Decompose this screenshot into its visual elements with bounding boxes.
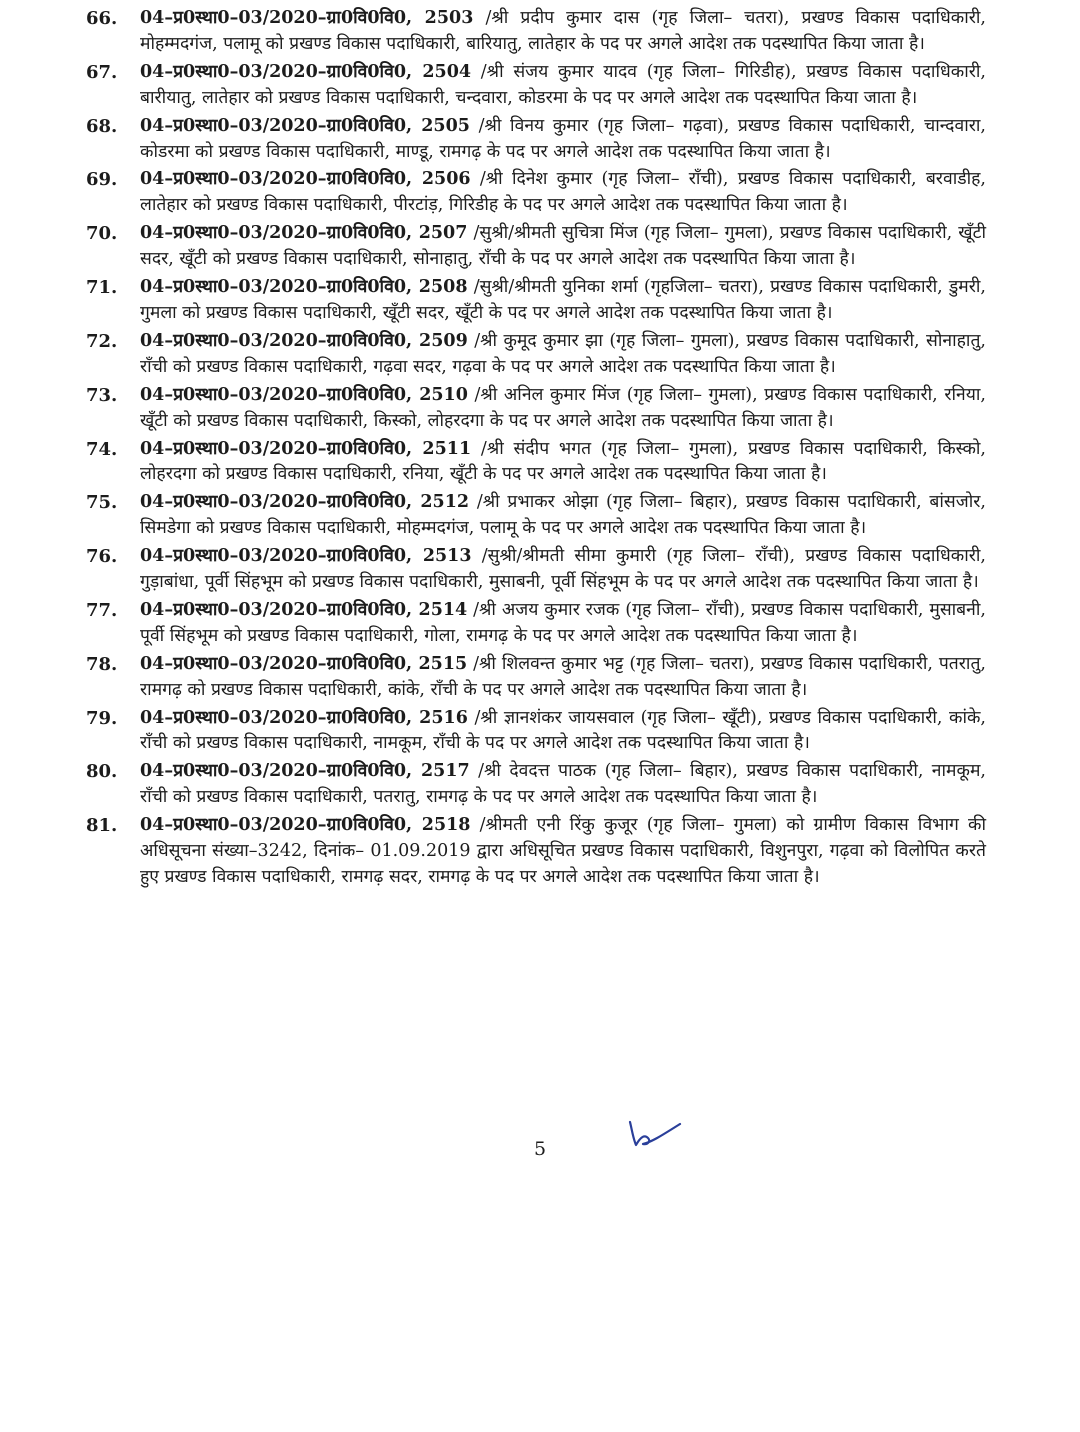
posting-text: /श्री अजय कुमार रजक (गृह जिला– राँची), प्रखण्ड विकास पदाधिकारी, मुसाबनी, पूर्वी सिंहभूम को प्रखण्ड विकास पदाधिकारी, गोला, रामगढ़ के पद पर अगले आदेश तक पदस्थापित किया जाता है।: [140, 599, 986, 646]
memo-reference: 04–प्र0स्था0–03/2020–ग्रा0वि0वि0, 2512: [140, 492, 470, 513]
entry-body: [140, 544, 986, 596]
posting-text: /श्री विनय कुमार (गृह जिला– गढ़वा), प्रखण्ड विकास पदाधिकारी, चान्दवारा, कोडरमा को प्रखण्ड विकास पदाधिकारी, माण्डू, रामगढ़ के पद पर अगले आदेश तक पदस्थापित किया जाता है।: [140, 115, 986, 162]
entry-number: 76.: [86, 546, 118, 568]
memo-reference: 04–प्र0स्था0–03/2020–ग्रा0वि0वि0, 2517: [140, 761, 470, 782]
posting-text: /सुश्री/श्रीमती सीमा कुमारी (गृह जिला– राँची), प्रखण्ड विकास पदाधिकारी, गुड़ाबांधा, पूर्वी सिंहभूम को प्रखण्ड विकास पदाधिकारी, मुसाबनी, पूर्वी सिंहभूम के पद पर अगले आदेश तक पदस्थापित किया जाता है।: [140, 546, 986, 593]
order-entry: [86, 114, 986, 166]
entry-number: 68.: [86, 115, 118, 137]
entry-body: [140, 652, 986, 704]
order-entry: [86, 60, 986, 112]
memo-reference: 04–प्र0स्था0–03/2020–ग्रा0वि0वि0, 2505: [140, 115, 470, 136]
entry-body: [140, 60, 986, 112]
posting-text: /श्री दिनेश कुमार (गृह जिला– राँची), प्रखण्ड विकास पदाधिकारी, बरवाडीह, लातेहार को प्रखण्ड विकास पदाधिकारी, पीरटांड़, गिरिडीह के पद पर अगले आदेश तक पदस्थापित किया जाता है।: [140, 169, 986, 216]
posting-text: /श्री संजय कुमार यादव (गृह जिला– गिरिडीह), प्रखण्ड विकास पदाधिकारी, बारीयातु, लातेहार को प्रखण्ड विकास पदाधिकारी, चन्दवारा, कोडरमा के पद पर अगले आदेश तक पदस्थापित किया जाता है।: [140, 61, 986, 108]
memo-reference: 04–प्र0स्था0–03/2020–ग्रा0वि0वि0, 2514: [140, 599, 468, 620]
entry-body: [140, 221, 986, 273]
order-entry: [86, 275, 986, 327]
posting-text: /श्री कुमूद कुमार झा (गृह जिला– गुमला), प्रखण्ड विकास पदाधिकारी, सोनाहातु, राँची को प्रखण्ड विकास पदाधिकारी, गढ़वा सदर, गढ़वा के पद पर अगले आदेश तक पदस्थापित किया जाता है।: [140, 330, 986, 377]
posting-text: /श्री प्रभाकर ओझा (गृह जिला– बिहार), प्रखण्ड विकास पदाधिकारी, बांसजोर, सिमडेगा को प्रखण्ड विकास पदाधिकारी, मोहम्मदगंज, पलामू के पद पर अगले आदेश तक पदस्थापित किया जाता है।: [140, 492, 986, 539]
posting-text: /श्री ज्ञानशंकर जायसवाल (गृह जिला– खूँटी), प्रखण्ड विकास पदाधिकारी, कांके, राँची को प्रखण्ड विकास पदाधिकारी, नामकूम, राँची के पद पर अगले आदेश तक पदस्थापित किया जाता है।: [140, 707, 986, 754]
order-entry: [86, 490, 986, 542]
posting-text: /श्रीमती एनी रिंकु कुजूर (गृह जिला– गुमला) को ग्रामीण विकास विभाग की अधिसूचना संख्या–3242, दिनांक– 01.09.2019 द्वारा अधिसूचित प्रखण्ड विकास पदाधिकारी, विशुनपुरा, गढ़वा को विलोपित करते हुए प्रखण्ड विकास पदाधिकारी, रामगढ़ सदर, रामगढ़ के पद पर अगले आदेश तक पदस्थापित किया जाता है।: [140, 815, 986, 887]
page-number: 5: [533, 1138, 547, 1160]
entry-body: [140, 490, 986, 542]
entry-number: 72.: [86, 330, 118, 352]
entry-body: [140, 598, 986, 650]
memo-reference: 04–प्र0स्था0–03/2020–ग्रा0वि0वि0, 2511: [140, 438, 472, 459]
entry-body: [140, 114, 986, 166]
memo-reference: 04–प्र0स्था0–03/2020–ग्रा0वि0वि0, 2503: [140, 8, 474, 28]
entry-number: 80.: [86, 761, 118, 783]
entry-number: 79.: [86, 707, 118, 729]
memo-reference: 04–प्र0स्था0–03/2020–ग्रा0वि0वि0, 2507: [140, 223, 468, 244]
memo-reference: 04–प्र0स्था0–03/2020–ग्रा0वि0वि0, 2516: [140, 707, 468, 728]
memo-reference: 04–प्र0स्था0–03/2020–ग्रा0वि0वि0, 2504: [140, 61, 472, 82]
entry-number: 81.: [86, 815, 118, 837]
order-entry: [86, 221, 986, 273]
order-entry: [86, 544, 986, 596]
entry-number: 75.: [86, 492, 118, 514]
order-entry: [86, 329, 986, 381]
order-entry: [86, 706, 986, 758]
posting-text: /श्री अनिल कुमार मिंज (गृह जिला– गुमला), प्रखण्ड विकास पदाधिकारी, रनिया, खूँटी को प्रखण्ड विकास पदाधिकारी, किस्को, लोहरदगा के पद पर अगले आदेश तक पदस्थापित किया जाता है।: [140, 384, 986, 431]
order-entry: [86, 383, 986, 435]
order-entry: [86, 759, 986, 811]
order-entry: [86, 652, 986, 704]
entry-body: [140, 329, 986, 381]
entry-body: [140, 275, 986, 327]
memo-reference: 04–प्र0स्था0–03/2020–ग्रा0वि0वि0, 2509: [140, 330, 468, 351]
entry-body: [140, 6, 986, 58]
entry-number: 67.: [86, 61, 118, 83]
memo-reference: 04–प्र0स्था0–03/2020–ग्रा0वि0वि0, 2515: [140, 653, 468, 674]
entry-number: 70.: [86, 223, 118, 245]
entry-number: 78.: [86, 653, 118, 675]
entry-number: 66.: [86, 8, 118, 29]
entry-number: 69.: [86, 169, 118, 191]
entry-body: [140, 813, 986, 891]
memo-reference: 04–प्र0स्था0–03/2020–ग्रा0वि0वि0, 2506: [140, 169, 471, 190]
entry-number: 74.: [86, 438, 118, 460]
memo-reference: 04–प्र0स्था0–03/2020–ग्रा0वि0वि0, 2510: [140, 384, 468, 405]
posting-text: /श्री प्रदीप कुमार दास (गृह जिला– चतरा), प्रखण्ड विकास पदाधिकारी, मोहम्मदगंज, पलामू को प्रखण्ड विकास पदाधिकारी, बारियातु, लातेहार के पद पर अगले आदेश तक पदस्थापित किया जाता है।: [140, 8, 986, 54]
entry-number: 71.: [86, 277, 118, 299]
posting-text: /सुश्री/श्रीमती सुचित्रा मिंज (गृह जिला– गुमला), प्रखण्ड विकास पदाधिकारी, खूँटी सदर, खूँटी को प्रखण्ड विकास पदाधिकारी, सोनाहातु, राँची के पद पर अगले आदेश तक पदस्थापित किया जाता है।: [140, 223, 986, 270]
order-entry: [86, 437, 986, 489]
order-entry: [86, 598, 986, 650]
entry-number: 73.: [86, 384, 118, 406]
posting-text: /श्री शिलवन्त कुमार भट्ट (गृह जिला– चतरा), प्रखण्ड विकास पदाधिकारी, पतरातु, रामगढ़ को प्रखण्ड विकास पदाधिकारी, कांके, राँची के पद पर अगले आदेश तक पदस्थापित किया जाता है।: [140, 653, 986, 700]
entry-body: [140, 167, 986, 219]
entry-body: [140, 706, 986, 758]
entry-body: [140, 437, 986, 489]
memo-reference: 04–प्र0स्था0–03/2020–ग्रा0वि0वि0, 2518: [140, 815, 471, 836]
order-entry: [86, 813, 986, 891]
posting-text: /श्री देवदत्त पाठक (गृह जिला– बिहार), प्रखण्ड विकास पदाधिकारी, नामकूम, राँची को प्रखण्ड विकास पदाधिकारी, पतरातु, रामगढ़ के पद पर अगले आदेश तक पदस्थापित किया जाता है।: [140, 761, 986, 808]
posting-text: /श्री संदीप भगत (गृह जिला– गुमला), प्रखण्ड विकास पदाधिकारी, किस्को, लोहरदगा को प्रखण्ड विकास पदाधिकारी, रनिया, खूँटी के पद पर अगले आदेश तक पदस्थापित किया जाता है।: [140, 438, 986, 485]
memo-reference: 04–प्र0स्था0–03/2020–ग्रा0वि0वि0, 2508: [140, 277, 468, 298]
entry-number: 77.: [86, 599, 118, 621]
entry-body: [140, 383, 986, 435]
posting-order-list: [86, 6, 986, 893]
entry-body: [140, 759, 986, 811]
posting-text: /सुश्री/श्रीमती युनिका शर्मा (गृहजिला– चतरा), प्रखण्ड विकास पदाधिकारी, डुमरी, गुमला को प्रखण्ड विकास पदाधिकारी, खूँटी सदर, खूँटी के पद पर अगले आदेश तक पदस्थापित किया जाता है।: [140, 277, 986, 323]
order-entry: [86, 167, 986, 219]
order-entry: [86, 6, 986, 58]
memo-reference: 04–प्र0स्था0–03/2020–ग्रा0वि0वि0, 2513: [140, 546, 472, 567]
